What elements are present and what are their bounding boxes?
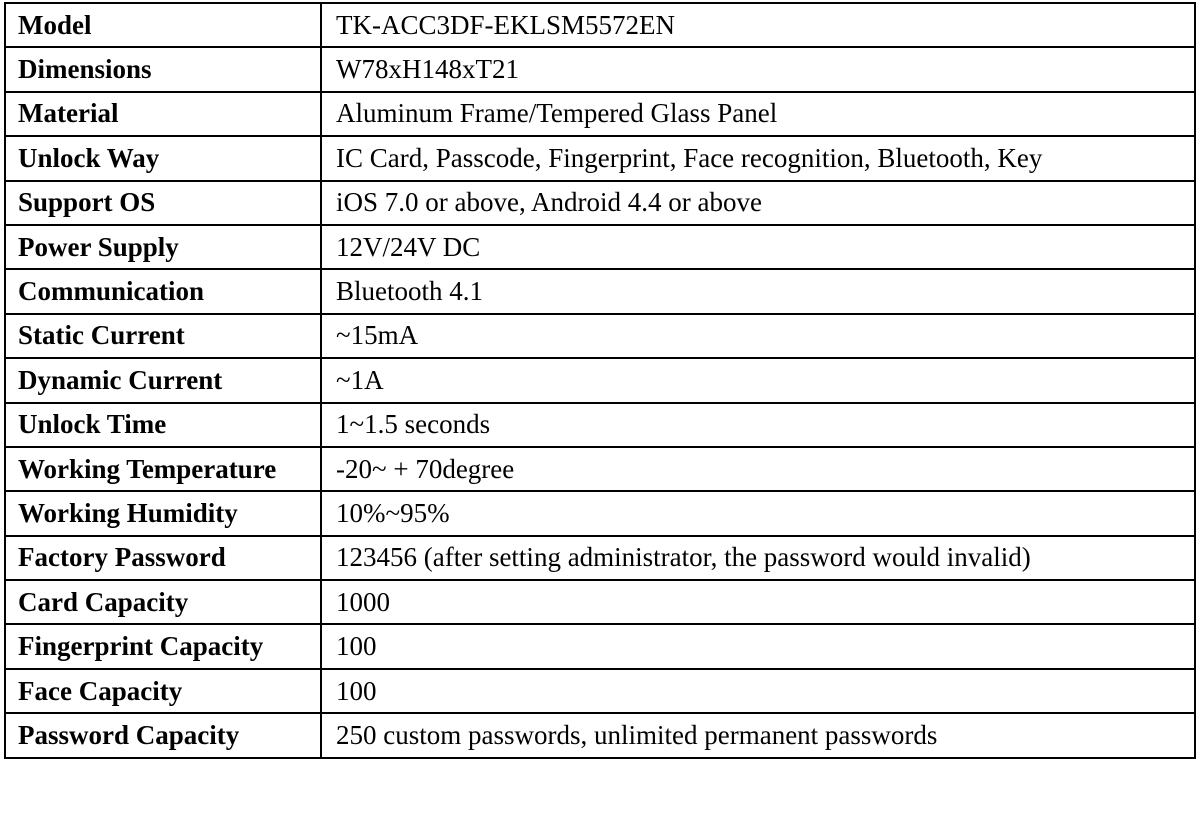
- spec-value: -20~ + 70degree: [321, 447, 1195, 491]
- spec-value: 100: [321, 669, 1195, 713]
- spec-row-unlock-way: [5, 136, 1195, 180]
- spec-value: iOS 7.0 or above, Android 4.4 or above: [321, 181, 1195, 225]
- spec-value: 123456 (after setting administrator, the password would invalid): [321, 536, 1195, 580]
- spec-label: Card Capacity: [5, 580, 321, 624]
- spec-value: 1~1.5 seconds: [321, 403, 1195, 447]
- spec-label: Password Capacity: [5, 713, 321, 757]
- spec-label: Power Supply: [5, 225, 321, 269]
- spec-row-communication: [5, 269, 1195, 313]
- spec-value: IC Card, Passcode, Fingerprint, Face recognition, Bluetooth, Key: [321, 136, 1195, 180]
- spec-label: Dimensions: [5, 47, 321, 91]
- spec-row-unlock-time: [5, 403, 1195, 447]
- spec-label: Model: [5, 3, 321, 47]
- spec-label: Material: [5, 92, 321, 136]
- spec-label: Fingerprint Capacity: [5, 624, 321, 668]
- spec-label: Dynamic Current: [5, 358, 321, 402]
- spec-row-working-temperature: [5, 447, 1195, 491]
- spec-row-fingerprint-capacity: [5, 624, 1195, 668]
- spec-label: Unlock Time: [5, 403, 321, 447]
- spec-row-working-humidity: [5, 491, 1195, 535]
- spec-label: Factory Password: [5, 536, 321, 580]
- spec-row-dynamic-current: [5, 358, 1195, 402]
- spec-label: Working Temperature: [5, 447, 321, 491]
- spec-value: 10%~95%: [321, 491, 1195, 535]
- spec-row-power-supply: [5, 225, 1195, 269]
- spec-label: Communication: [5, 269, 321, 313]
- spec-row-factory-password: [5, 536, 1195, 580]
- spec-row-support-os: [5, 181, 1195, 225]
- spec-row-password-capacity: [5, 713, 1195, 757]
- spec-value: 100: [321, 624, 1195, 668]
- spec-row-face-capacity: [5, 669, 1195, 713]
- spec-label: Unlock Way: [5, 136, 321, 180]
- spec-value: TK-ACC3DF-EKLSM5572EN: [321, 3, 1195, 47]
- spec-row-model: [5, 3, 1195, 47]
- spec-table: [4, 2, 1196, 759]
- spec-value: 250 custom passwords, unlimited permanent passwords: [321, 713, 1195, 757]
- spec-value: ~1A: [321, 358, 1195, 402]
- spec-value: Bluetooth 4.1: [321, 269, 1195, 313]
- spec-value: Aluminum Frame/Tempered Glass Panel: [321, 92, 1195, 136]
- spec-row-material: [5, 92, 1195, 136]
- spec-row-card-capacity: [5, 580, 1195, 624]
- spec-value: W78xH148xT21: [321, 47, 1195, 91]
- spec-label: Working Humidity: [5, 491, 321, 535]
- spec-value: 1000: [321, 580, 1195, 624]
- spec-label: Face Capacity: [5, 669, 321, 713]
- spec-row-dimensions: [5, 47, 1195, 91]
- spec-value: ~15mA: [321, 314, 1195, 358]
- spec-label: Support OS: [5, 181, 321, 225]
- spec-value: 12V/24V DC: [321, 225, 1195, 269]
- spec-row-static-current: [5, 314, 1195, 358]
- spec-label: Static Current: [5, 314, 321, 358]
